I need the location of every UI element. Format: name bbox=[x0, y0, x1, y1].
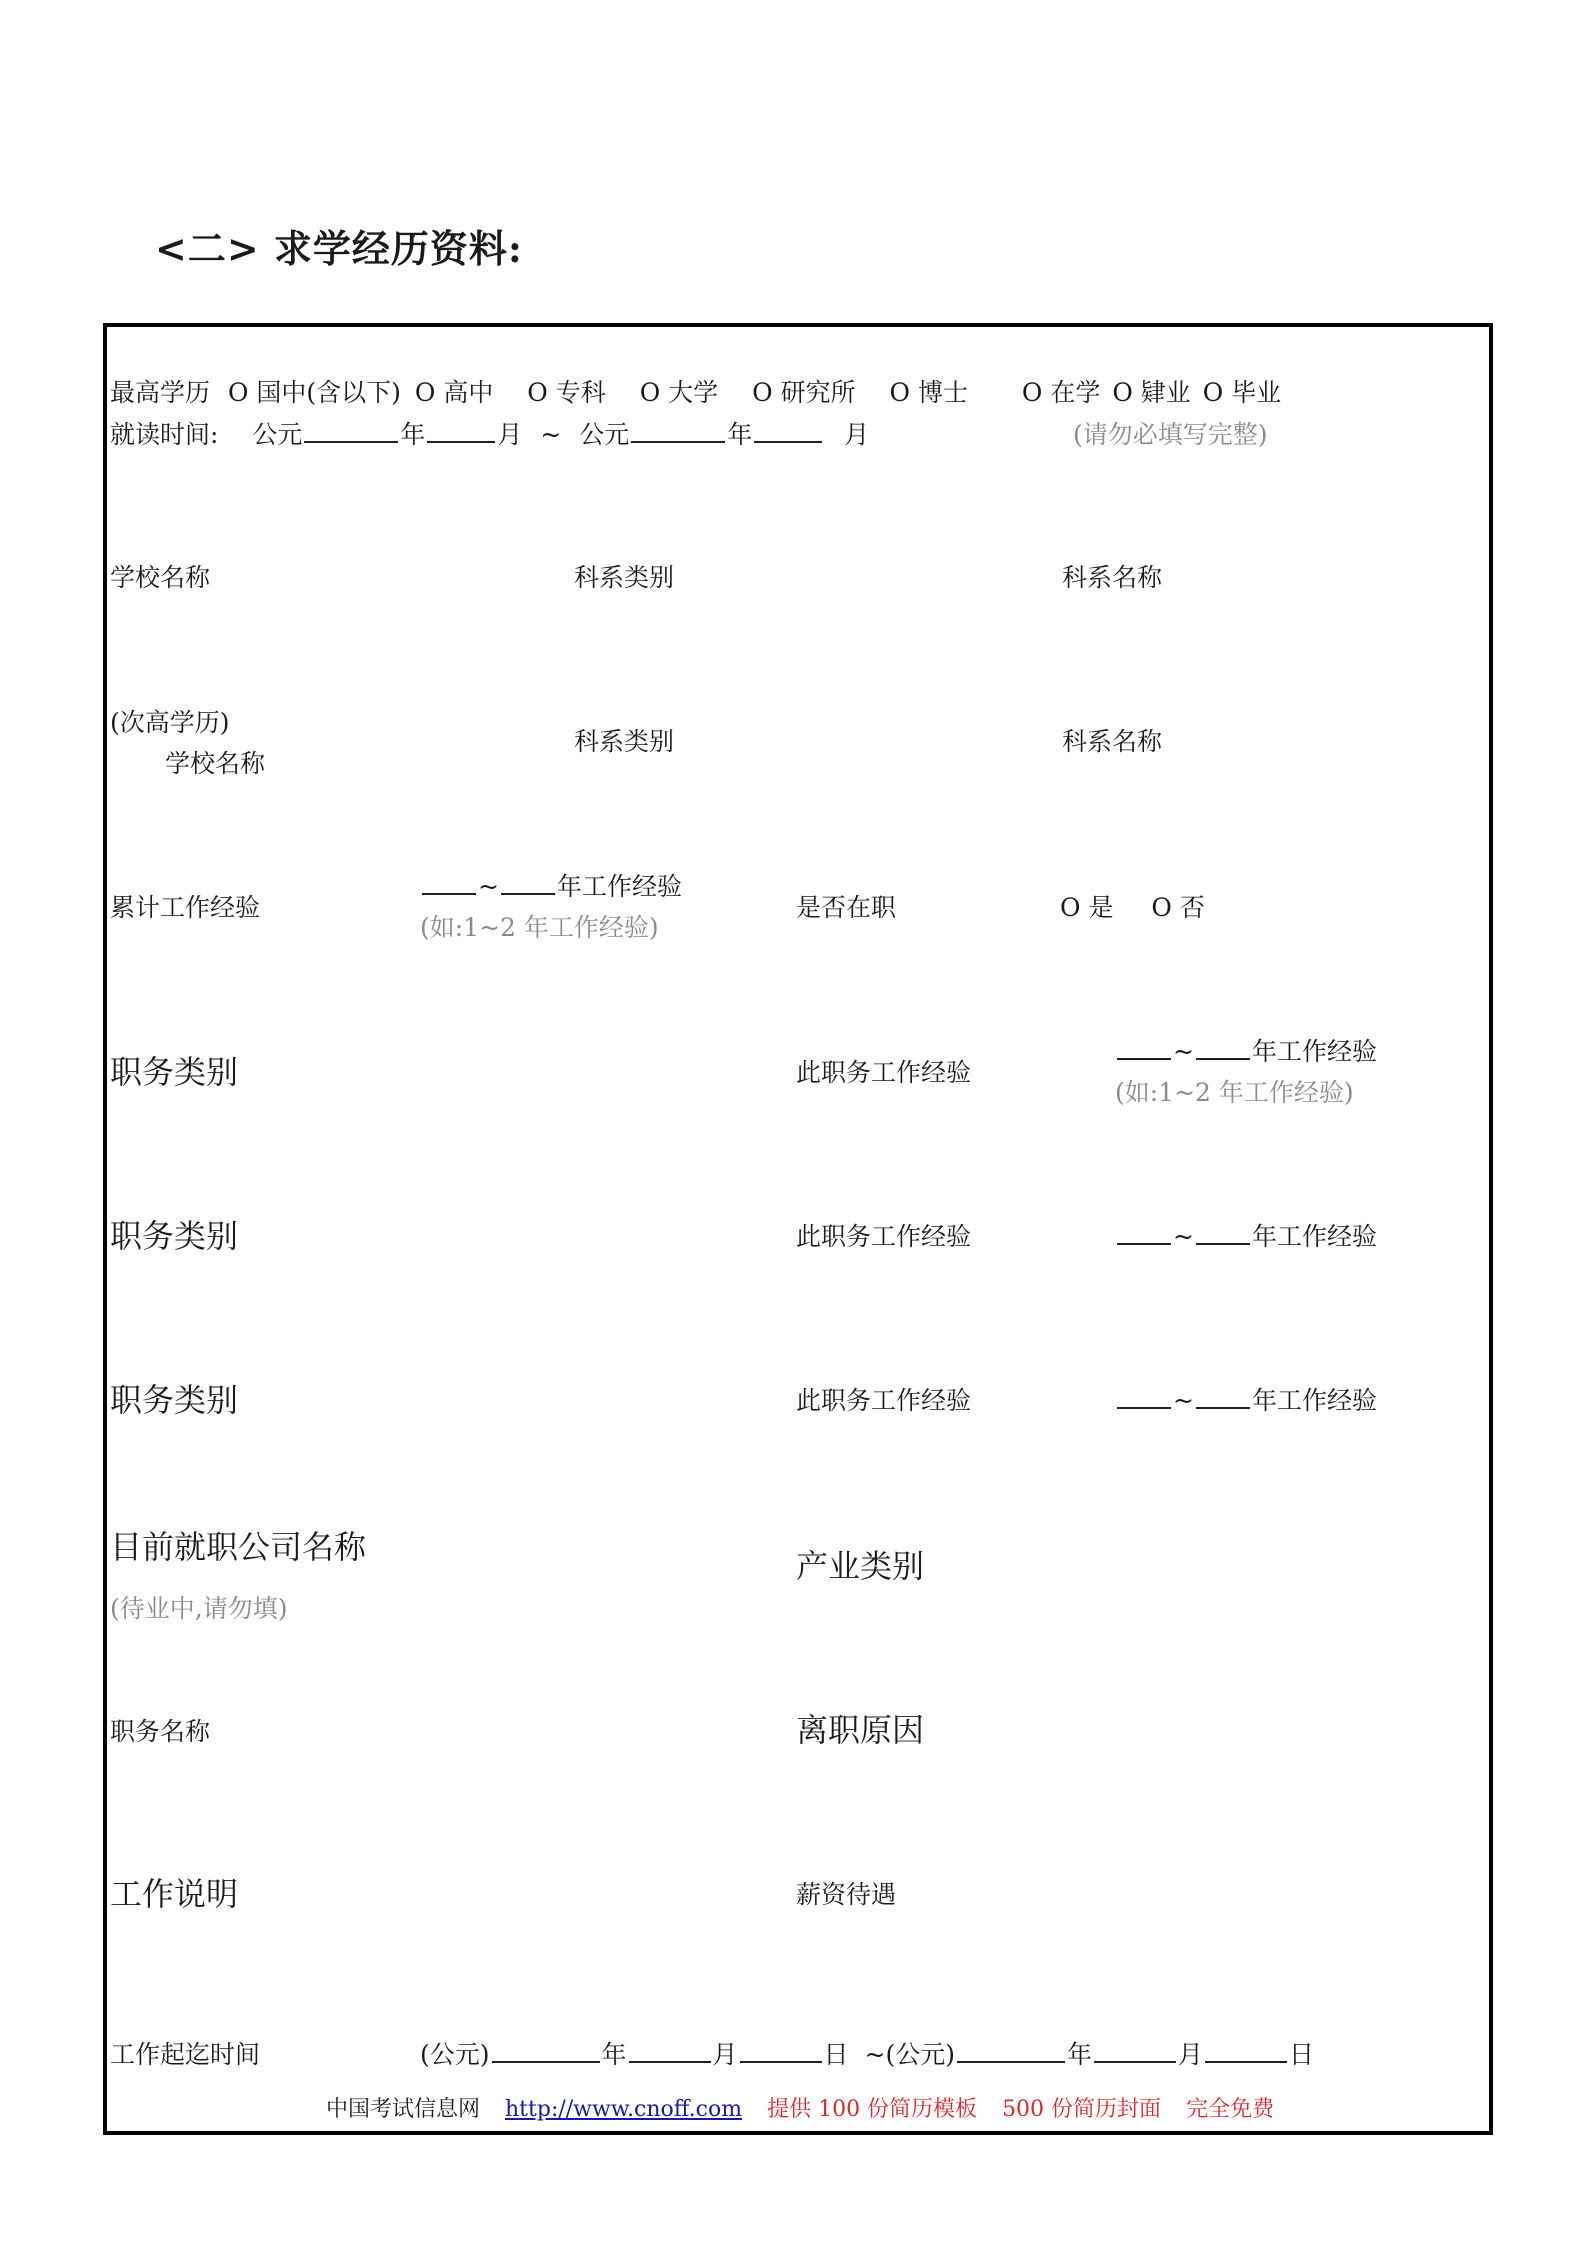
exp-max-blank[interactable] bbox=[501, 892, 555, 895]
work-end-month-blank[interactable] bbox=[1094, 2060, 1176, 2063]
job-exp-range-1 bbox=[1115, 1032, 1377, 1068]
dept-name-label: 科系名称 bbox=[1062, 563, 1163, 592]
job3-min-blank[interactable] bbox=[1117, 1406, 1171, 1409]
footer-promo-free: 完全免费 bbox=[1186, 2097, 1275, 2122]
years-suffix: 年工作经验 bbox=[556, 872, 682, 901]
job-category-label-3: 职务类别 bbox=[110, 1381, 239, 1419]
option-doctorate[interactable]: O 博士 bbox=[889, 378, 968, 407]
start-year-blank[interactable] bbox=[304, 440, 398, 443]
work-end-year-blank[interactable] bbox=[957, 2060, 1065, 2063]
option-yes[interactable]: O 是 bbox=[1060, 893, 1114, 922]
option-high-school[interactable]: O 高中 bbox=[414, 378, 494, 407]
tilde: ~ bbox=[1173, 1037, 1194, 1066]
job-exp-range-3 bbox=[1115, 1381, 1377, 1417]
option-university[interactable]: O 大学 bbox=[639, 378, 719, 407]
years-suffix: 年工作经验 bbox=[1251, 1386, 1377, 1415]
work-period-dates bbox=[420, 2035, 1314, 2071]
ad-paren: (公元) bbox=[420, 2040, 490, 2069]
job3-max-blank[interactable] bbox=[1196, 1406, 1250, 1409]
job2-min-blank[interactable] bbox=[1117, 1242, 1171, 1245]
work-end-day-blank[interactable] bbox=[1205, 2060, 1287, 2063]
option-graduate-school[interactable]: O 研究所 bbox=[752, 378, 856, 407]
second-dept-category-label: 科系类别 bbox=[574, 727, 675, 756]
years-suffix: 年工作经验 bbox=[1251, 1037, 1377, 1066]
ad-label-2: 公元 bbox=[579, 420, 630, 449]
year-label-2: 年 bbox=[1066, 2040, 1092, 2069]
job-exp-example: (如:1~2 年工作经验) bbox=[1115, 1078, 1354, 1107]
job2-max-blank[interactable] bbox=[1196, 1242, 1250, 1245]
work-start-day-blank[interactable] bbox=[740, 2060, 822, 2063]
end-year-blank[interactable] bbox=[631, 440, 725, 443]
year-label: 年 bbox=[601, 2040, 627, 2069]
this-job-exp-label-3: 此职务工作经验 bbox=[796, 1386, 972, 1415]
total-experience-range bbox=[420, 867, 682, 903]
year-label-2: 年 bbox=[727, 420, 753, 449]
footer-promo-templates: 提供 100 份简历模板 bbox=[767, 2097, 978, 2122]
work-start-month-blank[interactable] bbox=[629, 2060, 711, 2063]
total-experience-label: 累计工作经验 bbox=[110, 893, 261, 922]
leave-reason-label: 离职原因 bbox=[796, 1711, 925, 1749]
tilde: ~ bbox=[540, 420, 562, 449]
employed-options bbox=[1060, 888, 1205, 924]
this-job-exp-label-2: 此职务工作经验 bbox=[796, 1222, 972, 1251]
industry-label: 产业类别 bbox=[796, 1547, 925, 1585]
work-period-label: 工作起迄时间 bbox=[110, 2040, 261, 2069]
option-graduated[interactable]: O 毕业 bbox=[1202, 378, 1282, 407]
study-period-label: 就读时间: bbox=[110, 420, 219, 449]
footer-site-name: 中国考试信息网 bbox=[326, 2097, 481, 2122]
job-exp-range-2 bbox=[1115, 1217, 1377, 1253]
start-month-blank[interactable] bbox=[427, 440, 495, 443]
option-incomplete[interactable]: O 肄业 bbox=[1112, 378, 1191, 407]
day-label: 日 bbox=[823, 2040, 849, 2069]
section-title: <二> 求学经历资料: bbox=[155, 226, 523, 271]
work-start-year-blank[interactable] bbox=[492, 2060, 600, 2063]
month-label-2: 月 bbox=[844, 420, 870, 449]
option-enrolled[interactable]: O 在学 bbox=[1021, 378, 1101, 407]
footer bbox=[326, 2092, 1274, 2123]
second-education-label: (次高学历) bbox=[110, 708, 230, 737]
month-label-2: 月 bbox=[1178, 2040, 1204, 2069]
year-label: 年 bbox=[400, 420, 426, 449]
job-description-label: 工作说明 bbox=[110, 1875, 239, 1913]
dept-category-label: 科系类别 bbox=[574, 563, 675, 592]
school-name-label: 学校名称 bbox=[110, 563, 211, 592]
employed-label: 是否在职 bbox=[796, 893, 897, 922]
highest-education-label: 最高学历 bbox=[110, 378, 211, 407]
exp-min-blank[interactable] bbox=[422, 892, 476, 895]
option-junior-high[interactable]: O 国中(含以下) bbox=[227, 378, 401, 407]
salary-label: 薪资待遇 bbox=[796, 1880, 897, 1909]
current-company-label: 目前就职公司名称 bbox=[110, 1528, 367, 1566]
footer-link[interactable]: http://www.cnoff.com bbox=[505, 2097, 743, 2122]
years-suffix: 年工作经验 bbox=[1251, 1222, 1377, 1251]
highest-education-row bbox=[110, 373, 1281, 409]
day-label-2: 日 bbox=[1289, 2040, 1315, 2069]
experience-example: (如:1~2 年工作经验) bbox=[420, 913, 659, 942]
unemployed-note: (待业中,请勿填) bbox=[110, 1594, 288, 1623]
study-period-row bbox=[110, 415, 869, 451]
month-label: 月 bbox=[497, 420, 523, 449]
job-category-label-1: 职务类别 bbox=[110, 1053, 239, 1091]
job1-max-blank[interactable] bbox=[1196, 1057, 1250, 1060]
job-category-label-2: 职务类别 bbox=[110, 1217, 239, 1255]
second-school-name-label: 学校名称 bbox=[165, 749, 266, 778]
tilde: ~ bbox=[478, 872, 499, 901]
option-no[interactable]: O 否 bbox=[1151, 893, 1205, 922]
option-college[interactable]: O 专科 bbox=[527, 378, 606, 407]
second-dept-name-label: 科系名称 bbox=[1062, 727, 1163, 756]
job1-min-blank[interactable] bbox=[1117, 1057, 1171, 1060]
end-month-blank[interactable] bbox=[754, 440, 822, 443]
month-label: 月 bbox=[712, 2040, 738, 2069]
job-title-label: 职务名称 bbox=[110, 1717, 211, 1746]
footer-promo-covers: 500 份简历封面 bbox=[1002, 2097, 1162, 2122]
tilde: ~ bbox=[1173, 1386, 1194, 1415]
this-job-exp-label-1: 此职务工作经验 bbox=[796, 1058, 972, 1087]
ad-label: 公元 bbox=[252, 420, 303, 449]
tilde: ~ bbox=[1173, 1222, 1194, 1251]
tilde: ~ bbox=[864, 2040, 886, 2069]
ad-paren-2: (公元) bbox=[885, 2040, 955, 2069]
period-note: (请勿必填写完整) bbox=[1073, 420, 1268, 449]
